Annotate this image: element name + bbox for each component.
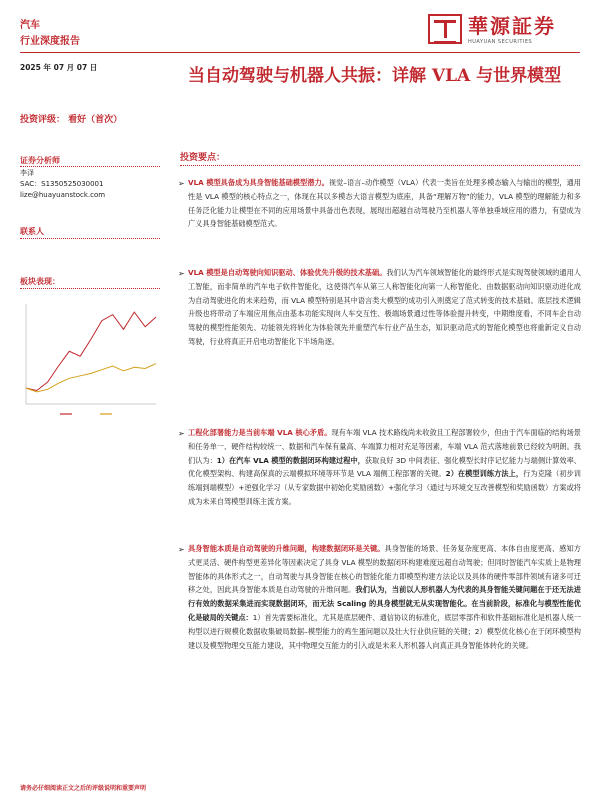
paragraph-4-bold-b: 我们认为，当前以人形机器人为代表的具身智能关键问题在于还无法进行有效的数据采集进而实现数据闭环，而无法 Scaling 的具身模型就无从实现智能化。在当前阶段，标准化与模型性能优化是破局的关键点： [188, 585, 581, 622]
contact-label: 联系人 [20, 226, 44, 236]
logo-name: 華源証券 [468, 14, 556, 38]
paragraph-2-text: 我们认为汽车领域智能化的最终形式是实现驾驶领域的通用人工智能，而非简单的汽车电子软件智能化，这使得汽车从第三人称智能化向第一人称智能化、由数据驱动向知识驱动进化成为自动驾驶进化的未来趋势，而 VLA 模型特别是其中语言类大模型的成功引入则奠定了范式转变的技术基础。底层技术逻辑升级也将带动了车端应用焦点由基本功能实现向人车交互性、极端场景通过性等体验提升转变，中期维度看，不同车企自动驾驶的模型性能领先、功能领先将转化为体验领先并重塑汽车行业产品生态，知识驱动范式的智能化模型也将重新定义自动驾驶，行业将真正开启电动智能化下半场角逐。 [188, 268, 581, 346]
paragraph-1-lead: VLA 模型具备成为具身智能基础模型潜力。 [188, 178, 329, 187]
category-block [20, 18, 80, 50]
paragraph-4-lead: 具身智能本质是自动驾驶的升维问题，构建数据闭环是关键。 [188, 544, 385, 553]
paragraph-3-text-c: 获取良好 3D 中间表征、强化模型长时序记忆能力与端侧计算效率、优化模型架构、构建高保真的云端模拟环境等环节是 VLA 端侧工程部署的关键。 [188, 455, 581, 479]
analyst-label: 证券分析师 [20, 155, 60, 165]
analyst-email[interactable]: lize@huayuanstock.com [20, 191, 106, 199]
category-line: 汽车 [20, 20, 40, 31]
analyst-name: 李泽 [20, 169, 34, 177]
bullet-icon: ➢ [178, 429, 185, 438]
paragraph-2-lead: VLA 模型是自动驾驶向知识驱动、体验优先升级的技术基础。 [188, 268, 387, 277]
bullet-icon: ➢ [178, 545, 185, 554]
contact-divider [20, 238, 160, 239]
paragraph-3 [188, 426, 581, 509]
analyst-divider [20, 166, 160, 167]
logo-en: HUAYUAN SECURITIES [468, 39, 533, 45]
key-points-heading: 投资要点： [180, 153, 226, 163]
header-divider [20, 52, 580, 53]
paragraph-3-bold-b: 1）在汽车 VLA 模型的数据闭环构建过程中， [216, 455, 365, 465]
paragraph-2 [188, 266, 581, 349]
key-points-divider [180, 165, 580, 166]
bullet-icon: ➢ [178, 269, 185, 278]
bullet-icon: ➢ [178, 179, 185, 188]
analyst-sac: SAC：S1350525030001 [20, 180, 104, 188]
chart-divider [20, 288, 160, 289]
paragraph-3-text-e: 行为克隆（初步训练端到端模型）+逆强化学习（从专家数据中初始化奖励函数）+强化学习（通过与环境交互改善模型和奖励函数）方案或将成为未来自驾模型训练主流方案。 [188, 469, 581, 506]
analyst-info [20, 168, 105, 201]
paragraph-1 [188, 176, 581, 231]
paragraph-3-text-a: 现有车端 VLA 技术路线尚未收敛且工程部署较少，但由于汽车面临的结构场景和任务单一、硬件结构较统一、数据和汽车保有量高、车端算力相对充足等因素，车端 VLA 范式落地前景已经较为明朗。我们认为： [188, 428, 581, 465]
series-line-2 [26, 364, 156, 392]
paragraph-4-text-a: 具身智能的场景、任务复杂度更高、本体自由度更高、感知方式更灵活、硬件构型更差异化等因素决定了具身 VLA 模型的数据闭环构建难度远超自动驾驶；但同时智能汽车实质上是物理智能体的具体形式之一，自动驾驶与具身智能在核心的智能化能力即模型构建方法论以及具体的硬件零部件领域有诸多可迁移之处，因此具身智能本质是自动驾驶的升维问题。 [188, 544, 581, 595]
paragraph-3-lead: 工程化部署能力是当前车端 VLA 核心矛盾。 [188, 428, 332, 437]
report-type-line: 行业深度报告 [20, 36, 80, 47]
footer-disclaimer: 请务必仔细阅读正文之后的评级说明和重要声明 [20, 785, 147, 792]
sector-performance-chart [20, 300, 160, 420]
seal-icon [428, 14, 462, 44]
report-date: 2025 年 07 月 07 日 [20, 63, 98, 72]
series-line-1 [26, 312, 156, 390]
paragraph-1-text: 视觉–语言–动作模型（VLA）代表一类旨在处理多模态输入与输出的模型，通用性是 VLA 模型的核心特点之一，体现在其以多模态大语言模型为底座，具备“理解万物”的能力，VLA 模型的理解能力和多任务泛化能力让模型在不同的应用场景中具备出色表现，展现出超越自动驾驶乃至机器人等单独垂域应用的潜力，有望成为广义具身智能基础模型范式。 [188, 178, 581, 229]
investment-rating: 投资评级： 看好（首次） [20, 115, 123, 125]
report-title: 当自动驾驶与机器人共振：详解 VLA 与世界模型 [188, 66, 562, 86]
paragraph-3-bold-d: 2）在模型训练方法上， [445, 469, 524, 479]
chart-label: 板块表现： [20, 276, 60, 286]
paragraph-4 [188, 542, 581, 652]
paragraph-4-text-c: 1）首先需要标准化，尤其是底层硬件、通信协议的标准化，底层零部件和软件基础标准化是机器人统一构型以进行规模化数据收集破局数据–模型能力的鸡生蛋问题以及壮大行业供应链的关键；2）模型优化核心在于闭环模型构建以及模型物理交互能力建设，其中物理交互能力的引入或是未来人形机器人向真正具身智能体转化的关键。 [188, 612, 581, 650]
company-logo [428, 14, 578, 48]
